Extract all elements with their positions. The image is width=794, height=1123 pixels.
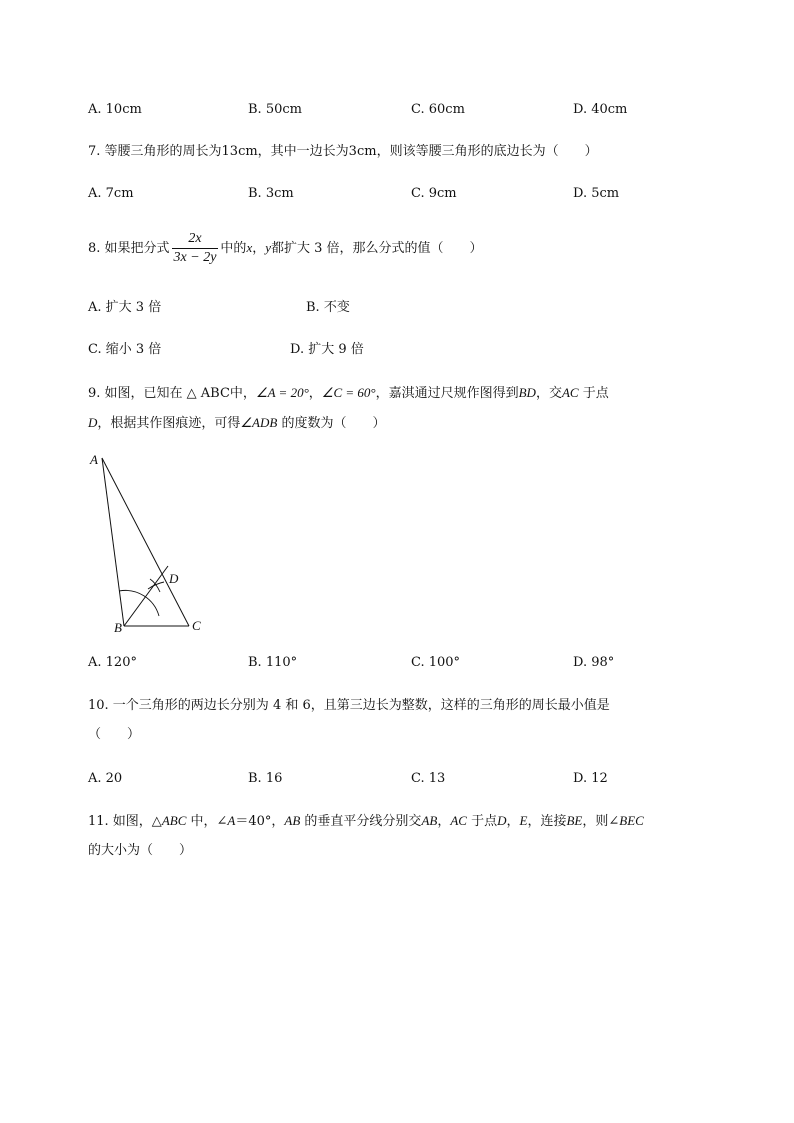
q11-t9: ，则∠ [582,814,620,829]
q8-prefix: 8. 如果把分式 [88,241,170,256]
q8-suffix: 都扩大 3 倍，那么分式的值（ ） [271,241,483,256]
q9-text-5: ，根据其作图痕迹，可得 [97,416,241,431]
q9-point-d: D [88,415,98,430]
q8-var-x: x [246,240,253,255]
q8-mid: 中的 [220,241,247,256]
q9-comma: ， [308,386,322,401]
construction-arc-b [119,590,159,616]
q10-option-d: D. 12 [573,771,608,786]
q9-option-a: A. 120° [88,655,137,670]
segment-bd [124,566,168,626]
label-b: B [114,620,122,635]
q6-option-a: A. 10cm [88,102,142,117]
q10-option-c: C. 13 [411,771,446,786]
q8-option-c: C. 缩小 3 倍 [88,342,162,357]
q8-sep: ， [252,241,266,256]
q9-question-line1 [88,384,609,403]
q9-text-2: ，嘉淇通过尺规作图得到 [375,386,519,401]
q11-e: E [519,813,528,828]
q10-option-b: B. 16 [248,771,283,786]
q11-t2: 中，∠ [186,814,228,829]
q11-be: BE [566,813,583,828]
q11-t4: 的垂直平分线分别交 [300,814,422,829]
q10-option-a: A. 20 [88,771,123,786]
q11-ac: AC [450,813,467,828]
q9-angle-a: ∠A = 20° [255,385,309,400]
label-d: D [169,571,179,586]
side-ab [102,458,124,626]
q11-d: D [497,813,507,828]
q11-t3: ＝40°， [235,814,285,829]
q8-option-a: A. 扩大 3 倍 [88,300,162,315]
q9-question-line2 [88,414,385,433]
q11-t5: ， [437,814,451,829]
q11-a: A [227,813,236,828]
q9-ac: AC [561,385,579,400]
q9-text-4: 于点 [578,386,609,401]
q9-option-c: C. 100° [411,655,461,670]
q11-ab2: AB [421,813,438,828]
q11-bec: BEC [619,813,644,828]
q9-option-d: D. 98° [573,655,615,670]
q11-abc: ABC [161,813,187,828]
q9-text-6: 的度数为（ ） [277,416,386,431]
q8-option-b: B. 不变 [306,300,350,315]
q7-option-c: C. 9cm [411,186,457,201]
side-ac [102,458,189,626]
q9-triangle-figure [86,448,216,638]
q8-question [88,230,483,267]
q8-fraction [172,230,219,267]
q11-question-line2: 的大小为（ ） [88,843,193,858]
q6-option-c: C. 60cm [411,102,465,117]
q11-ab: AB [284,813,301,828]
label-a: A [90,452,98,467]
q11-question-line1 [88,812,644,831]
q6-option-d: D. 40cm [573,102,628,117]
q8-fraction-denominator: 3x − 2y [173,250,217,265]
q6-option-b: B. 50cm [248,102,302,117]
label-c: C [192,618,201,633]
q8-fraction-numerator: 2x [188,231,202,246]
q10-question-line1: 10. 一个三角形的两边长分别为 4 和 6，且第三边长为整数，这样的三角形的周长最小值是 [88,698,610,713]
q9-angle-c: ∠C = 60° [321,385,376,400]
q7-option-d: D. 5cm [573,186,620,201]
q8-option-d: D. 扩大 9 倍 [290,342,364,357]
q7-option-a: A. 7cm [88,186,134,201]
q11-t8: ，连接 [527,814,567,829]
q9-text-1: 9. 如图，已知在 △ ABC中， [88,386,256,401]
q10-question-line2: （ ） [88,727,141,742]
q9-angle-adb: ∠ADB [240,415,278,430]
q7-option-b: B. 3cm [248,186,294,201]
q7-question: 7. 等腰三角形的周长为13cm，其中一边长为3cm，则该等腰三角形的底边长为（ ） [88,144,598,159]
q11-t1: 11. 如图，△ [88,814,162,829]
q11-t7: ， [506,814,520,829]
construction-arc-cross-1 [150,579,160,592]
q8-var-y: y [265,240,272,255]
q9-text-3: ，交 [535,386,562,401]
q9-bd: BD [518,385,536,400]
q9-option-b: B. 110° [248,655,298,670]
q11-t6: 于点 [466,814,498,829]
